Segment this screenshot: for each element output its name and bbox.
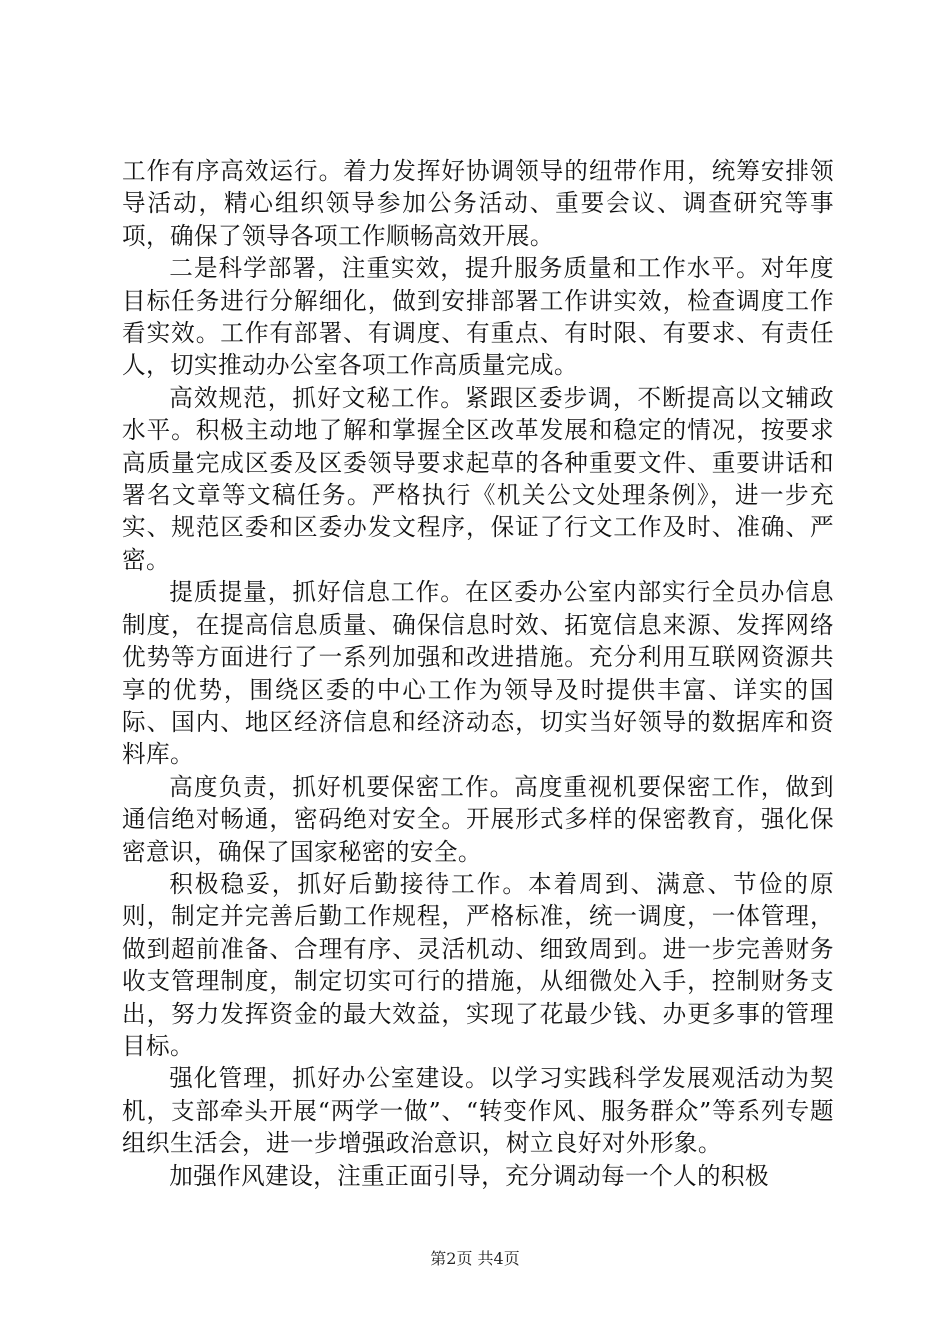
paragraph-4: 提质提量，抓好信息工作。在区委办公室内部实行全员办信息制度，在提高信息质量、确保信息时效、拓宽信息来源、发挥网络优势等方面进行了一系列加强和改进措施。充分利用互联网资源共享的优势，围绕区委的中心工作为领导及时提供丰富、详实的国际、国内、地区经济信息和经济动态，切实当好领导的数据库和资料库。 — [122, 578, 834, 769]
paragraph-2: 二是科学部署，注重实效，提升服务质量和工作水平。对年度目标任务进行分解细化，做到安排部署工作讲实效，检查调度工作看实效。工作有部署、有调度、有重点、有时限、有要求、有责任人，切实推动办公室各项工作高质量完成。 — [122, 254, 834, 380]
document-body — [122, 155, 834, 1192]
paragraph-8: 加强作风建设，注重正面引导，充分调动每一个人的积极 — [169, 1161, 770, 1190]
paragraph-3: 高效规范，抓好文秘工作。紧跟区委步调，不断提高以文辅政水平。积极主动地了解和掌握全区改革发展和稳定的情况，按要求高质量完成区委及区委领导要求起草的各种重要文件、重要讲话和署名文章等文稿任务。严格执行《机关公文处理条例》，进一步充实、规范区委和区委办发文程序，保证了行文工作及时、准确、严密。 — [122, 383, 834, 574]
page-footer — [0, 1248, 950, 1270]
page-number-label: 第2页 共4页 — [430, 1249, 520, 1268]
paragraph-5: 高度负责，抓好机要保密工作。高度重视机要保密工作，做到通信绝对畅通，密码绝对安全。开展形式多样的保密教育，强化保密意识，确保了国家秘密的安全。 — [122, 772, 834, 866]
paragraph-7: 强化管理，抓好办公室建设。以学习实践科学发展观活动为契机，支部牵头开展“两学一做”、“转变作风、服务群众”等系列专题组织生活会，进一步增强政治意识，树立良好对外形象。 — [122, 1064, 834, 1158]
paragraph-6: 积极稳妥，抓好后勤接待工作。本着周到、满意、节俭的原则，制定并完善后勤工作规程，严格标准，统一调度，一体管理，做到超前准备、合理有序、灵活机动、细致周到。进一步完善财务收支管理制度，制定切实可行的措施，从细微处入手，控制财务支出，努力发挥资金的最大效益，实现了花最少钱、办更多事的管理目标。 — [122, 869, 834, 1060]
paragraph-1: 工作有序高效运行。着力发挥好协调领导的纽带作用，统筹安排领导活动，精心组织领导参加公务活动、重要会议、调查研究等事项，确保了领导各项工作顺畅高效开展。 — [122, 157, 834, 250]
